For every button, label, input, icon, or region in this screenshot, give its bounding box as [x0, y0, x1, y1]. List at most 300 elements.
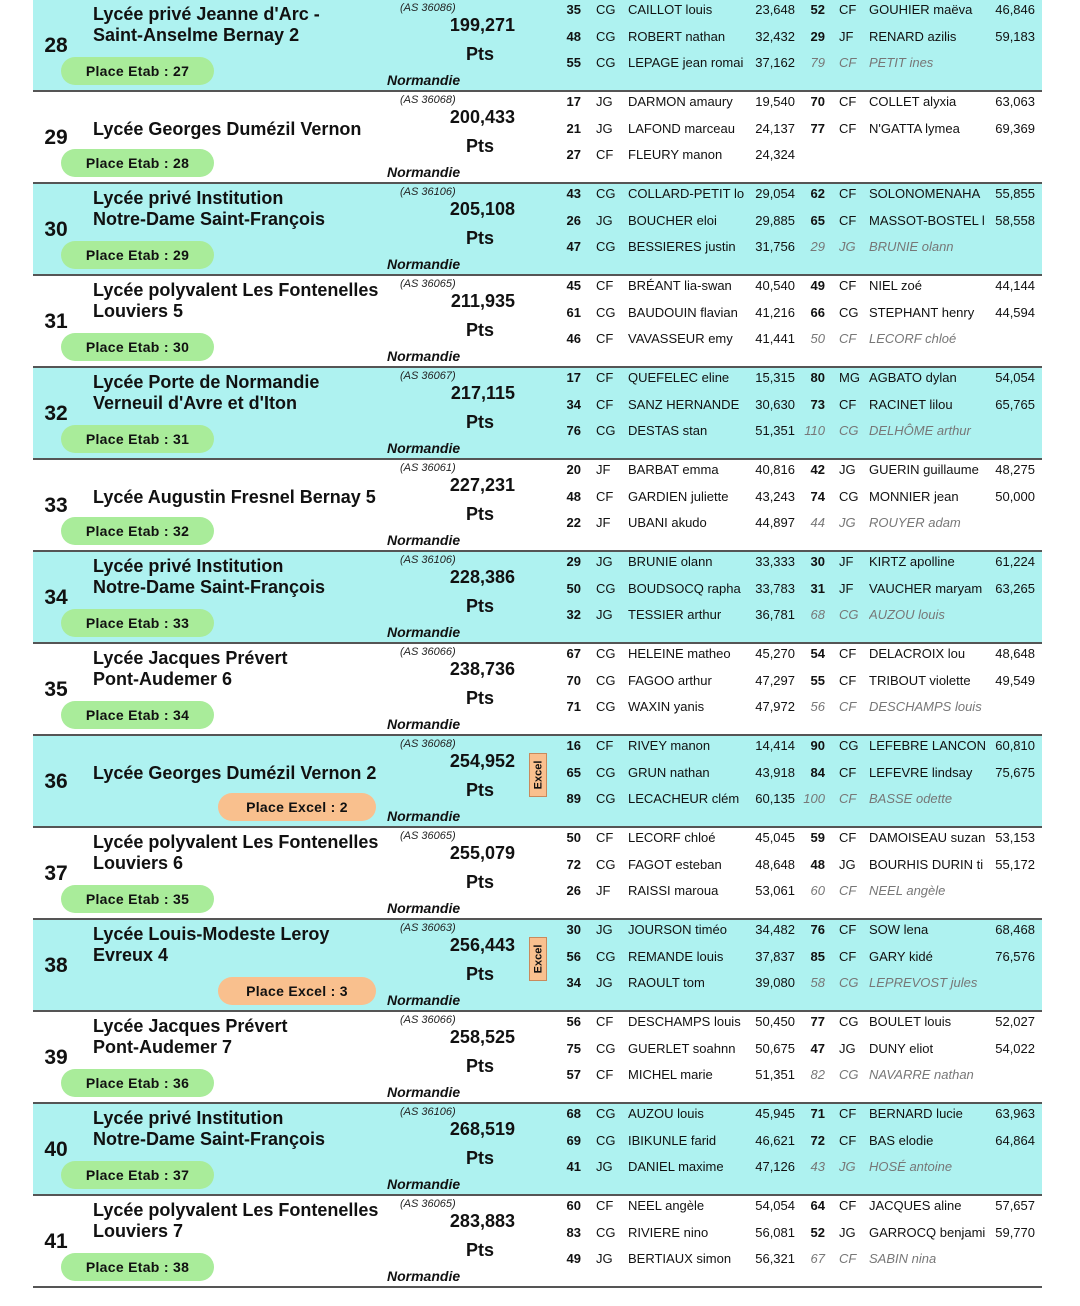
athlete-entry — [33, 369, 1042, 387]
athlete-place: 68 — [810, 607, 825, 622]
athlete-category: JG — [596, 975, 613, 990]
athlete-name: SOLONOMENAHA — [869, 186, 981, 201]
substitute-entry — [33, 974, 1042, 992]
athlete-place: 30 — [810, 554, 825, 569]
total-score: 254,952 — [449, 751, 515, 771]
region-label: Normandie — [387, 164, 461, 180]
athlete-time: 39,080 — [755, 975, 795, 990]
athlete-entry — [33, 553, 1042, 571]
athlete-category: CF — [839, 883, 857, 898]
athlete-place: 48 — [566, 489, 581, 504]
school-row — [33, 276, 1042, 368]
athlete-time: 56,081 — [755, 1225, 795, 1240]
athlete-name: BOUCHER eloi — [628, 213, 717, 228]
rank-number: 28 — [44, 34, 68, 57]
athlete-place: 50 — [566, 830, 581, 845]
athlete-name: LECACHEUR clém — [628, 791, 740, 806]
athlete-time: 60,810 — [995, 738, 1035, 753]
athlete-category: CG — [596, 423, 616, 438]
athlete-category: CF — [839, 1106, 857, 1121]
athlete-category: CG — [596, 55, 616, 70]
athlete-name: RAOULT tom — [628, 975, 705, 990]
athlete-entry — [33, 1013, 1042, 1031]
pts-label: Pts — [466, 504, 495, 524]
place-etab-badge: Place Etab : 34 — [61, 701, 214, 729]
athlete-place: 42 — [810, 462, 825, 477]
athlete-place: 75 — [566, 1041, 581, 1056]
athlete-name: BAUDOUIN flavian — [628, 305, 738, 320]
pts-label: Pts — [466, 136, 495, 156]
school-name-line: Pont-Audemer 6 — [93, 669, 233, 689]
athlete-name: GOUHIER maëva — [869, 2, 973, 17]
athlete-category: CG — [596, 699, 616, 714]
athlete-name: WAXIN yanis — [628, 699, 705, 714]
athlete-category: CF — [839, 2, 857, 17]
athlete-category: CG — [596, 1225, 616, 1240]
athlete-name: DAMOISEAU suzan — [869, 830, 986, 845]
as-code: (AS 36065) — [400, 278, 456, 290]
athlete-time: 49,549 — [995, 673, 1035, 688]
athlete-entry — [33, 396, 1042, 414]
athlete-category: CF — [596, 489, 614, 504]
athlete-place: 43 — [810, 1159, 825, 1174]
pts-label: Pts — [466, 596, 495, 616]
athlete-name: LEPREVOST jules — [869, 975, 978, 990]
athlete-time: 63,963 — [995, 1106, 1035, 1121]
athlete-category: CG — [839, 305, 859, 320]
athlete-place: 55 — [566, 55, 581, 70]
athlete-category: CG — [596, 791, 616, 806]
school-row — [33, 920, 1042, 1012]
athlete-category: CG — [839, 1014, 859, 1029]
athlete-time: 46,846 — [995, 2, 1035, 17]
athlete-category: CF — [596, 370, 614, 385]
school-row — [33, 1104, 1042, 1196]
as-code: (AS 36063) — [400, 922, 456, 934]
athlete-time: 33,783 — [755, 581, 795, 596]
athlete-place: 74 — [810, 489, 825, 504]
athlete-category: CG — [839, 975, 859, 990]
athlete-time: 60,135 — [755, 791, 795, 806]
athlete-name: SOW lena — [869, 922, 929, 937]
athlete-category: CG — [596, 673, 616, 688]
athlete-place: 52 — [810, 2, 825, 17]
athlete-name: REMANDE louis — [628, 949, 724, 964]
rank-number: 31 — [44, 310, 68, 333]
pts-label: Pts — [466, 44, 495, 64]
athlete-category: CF — [839, 121, 857, 136]
athlete-name: GUERIN guillaume — [869, 462, 979, 477]
athlete-category: JG — [596, 94, 613, 109]
pts-label: Pts — [466, 228, 495, 248]
athlete-time: 59,183 — [995, 29, 1035, 44]
athlete-place: 72 — [566, 857, 581, 872]
athlete-name: BOUDSOCQ rapha — [628, 581, 741, 596]
region-label: Normandie — [387, 1268, 461, 1284]
athlete-time: 50,675 — [755, 1041, 795, 1056]
total-score: 258,525 — [449, 1027, 515, 1047]
athlete-time: 44,594 — [995, 305, 1035, 320]
athlete-name: GARY kidé — [869, 949, 933, 964]
athlete-place: 22 — [566, 515, 581, 530]
athlete-name: GRUN nathan — [628, 765, 710, 780]
school-name-line: Saint-Anselme Bernay 2 — [93, 25, 300, 45]
rank-number: 38 — [44, 954, 68, 977]
athlete-place: 76 — [810, 922, 825, 937]
school-row — [33, 368, 1042, 460]
athlete-category: CF — [596, 278, 614, 293]
school-row — [33, 552, 1042, 644]
region-label: Normandie — [387, 532, 461, 548]
athlete-category: CF — [839, 949, 857, 964]
athlete-time: 64,864 — [995, 1133, 1035, 1148]
athlete-entry — [33, 1132, 1042, 1150]
athlete-category: JG — [596, 607, 613, 622]
athlete-name: DARMON amaury — [628, 94, 733, 109]
athlete-time: 43,918 — [755, 765, 795, 780]
athlete-time: 57,657 — [995, 1198, 1035, 1213]
athlete-time: 47,126 — [755, 1159, 795, 1174]
as-code: (AS 36066) — [400, 1014, 456, 1026]
athlete-time: 75,675 — [995, 765, 1035, 780]
athlete-entry — [33, 1224, 1042, 1242]
athlete-name: RACINET lilou — [869, 397, 953, 412]
athlete-name: VAVASSEUR emy — [628, 331, 733, 346]
athlete-place: 27 — [566, 147, 581, 162]
athlete-name: PETIT ines — [869, 55, 934, 70]
athlete-entry — [33, 1, 1042, 19]
school-name-line: Lycée privé Institution — [93, 1108, 284, 1128]
athlete-place: 61 — [566, 305, 581, 320]
athlete-category: CF — [596, 397, 614, 412]
athlete-category: JF — [839, 29, 854, 44]
athlete-time: 36,781 — [755, 607, 795, 622]
athlete-name: JACQUES aline — [869, 1198, 962, 1213]
athlete-place: 46 — [566, 331, 581, 346]
athlete-time: 53,153 — [995, 830, 1035, 845]
athlete-place: 70 — [566, 673, 581, 688]
athlete-category: JG — [839, 1159, 856, 1174]
athlete-category: CG — [839, 1067, 859, 1082]
region-label: Normandie — [387, 992, 461, 1008]
athlete-name: LAFOND marceau — [628, 121, 735, 136]
athlete-place: 77 — [810, 1014, 825, 1029]
school-row — [33, 460, 1042, 552]
athlete-time: 61,224 — [995, 554, 1035, 569]
rank-number: 37 — [44, 862, 68, 885]
athlete-category: CF — [596, 830, 614, 845]
athlete-category: CF — [839, 830, 857, 845]
athlete-name: FAGOT esteban — [628, 857, 722, 872]
rank-number: 41 — [44, 1230, 68, 1253]
athlete-entry — [33, 1197, 1042, 1215]
athlete-category: CG — [839, 738, 859, 753]
athlete-entry — [33, 461, 1042, 479]
athlete-entry — [33, 1105, 1042, 1123]
athlete-category: JG — [596, 554, 613, 569]
athlete-place: 82 — [810, 1067, 825, 1082]
rank-number: 30 — [44, 218, 68, 241]
rank-number: 33 — [44, 494, 68, 517]
athlete-name: RAISSI maroua — [628, 883, 719, 898]
as-code: (AS 36066) — [400, 646, 456, 658]
athlete-name: CAILLOT louis — [628, 2, 713, 17]
athlete-place: 45 — [566, 278, 581, 293]
athlete-time: 37,837 — [755, 949, 795, 964]
school-row — [33, 828, 1042, 920]
total-score: 217,115 — [450, 383, 515, 403]
athlete-name: BASSE odette — [869, 791, 953, 806]
school-name-line: Louviers 7 — [93, 1221, 184, 1241]
rank-number: 32 — [44, 402, 68, 425]
athlete-name: UBANI akudo — [628, 515, 707, 530]
athlete-place: 41 — [566, 1159, 581, 1174]
athlete-place: 29 — [566, 554, 581, 569]
pts-label: Pts — [466, 688, 495, 708]
school-name-line: Lycée polyvalent Les Fontenelles — [93, 1200, 379, 1220]
athlete-place: 72 — [810, 1133, 825, 1148]
athlete-name: BOULET louis — [869, 1014, 952, 1029]
athlete-category: CG — [839, 607, 859, 622]
athlete-place: 56 — [566, 949, 581, 964]
athlete-category: CG — [596, 2, 616, 17]
athlete-time: 41,441 — [755, 331, 795, 346]
athlete-category: JF — [839, 581, 854, 596]
school-name-line: Lycée polyvalent Les Fontenelles — [93, 280, 379, 300]
athlete-name: N'GATTA lymea — [869, 121, 960, 136]
athlete-time: 30,630 — [755, 397, 795, 412]
athlete-name: BERNARD lucie — [869, 1106, 963, 1121]
athlete-name: LECORF chloé — [628, 830, 716, 845]
athlete-name: NEEL angèle — [869, 883, 946, 898]
athlete-category: CF — [839, 1251, 857, 1266]
athlete-category: CF — [596, 738, 614, 753]
region-label: Normandie — [387, 900, 461, 916]
substitute-entry — [33, 606, 1042, 624]
athlete-time: 14,414 — [755, 738, 795, 753]
rank-number: 36 — [44, 770, 68, 793]
as-code: (AS 36065) — [400, 830, 456, 842]
athlete-time: 65,765 — [995, 397, 1035, 412]
athlete-category: CF — [839, 331, 857, 346]
athlete-name: MONNIER jean — [869, 489, 959, 504]
athlete-time: 48,648 — [755, 857, 795, 872]
athlete-place: 77 — [810, 121, 825, 136]
school-name-line: Lycée Porte de Normandie — [93, 372, 320, 392]
athlete-place: 73 — [810, 397, 825, 412]
athlete-time: 44,144 — [995, 278, 1035, 293]
athlete-place: 71 — [566, 699, 581, 714]
athlete-category: MG — [839, 370, 860, 385]
athlete-name: BERTIAUX simon — [628, 1251, 732, 1266]
athlete-place: 71 — [810, 1106, 825, 1121]
school-row — [33, 1012, 1042, 1104]
place-etab-badge: Place Etab : 28 — [61, 149, 214, 177]
athlete-category: CF — [839, 278, 857, 293]
total-score: 200,433 — [449, 107, 515, 127]
excel-tag-label: Excel — [532, 760, 544, 790]
athlete-place: 66 — [810, 305, 825, 320]
athlete-place: 34 — [566, 397, 581, 412]
athlete-place: 90 — [810, 738, 825, 753]
athlete-category: JF — [596, 883, 611, 898]
athlete-category: CF — [839, 922, 857, 937]
athlete-place: 34 — [566, 975, 581, 990]
athlete-name: FLEURY manon — [628, 147, 723, 162]
athlete-category: CG — [596, 1106, 616, 1121]
region-label: Normandie — [387, 72, 461, 88]
athlete-entry — [33, 672, 1042, 690]
athlete-place: 48 — [566, 29, 581, 44]
athlete-time: 63,265 — [995, 581, 1035, 596]
athlete-category: CG — [596, 949, 616, 964]
total-score: 268,519 — [449, 1119, 515, 1139]
school-name-line: Verneuil d'Avre et d'Iton — [93, 393, 297, 413]
total-score: 283,883 — [449, 1211, 515, 1231]
athlete-category: CF — [839, 1198, 857, 1213]
athlete-place: 58 — [810, 975, 825, 990]
athlete-time: 29,054 — [755, 186, 795, 201]
athlete-place: 59 — [810, 830, 825, 845]
athlete-time: 46,621 — [755, 1133, 795, 1148]
athlete-entry — [33, 212, 1042, 230]
athlete-place: 83 — [566, 1225, 581, 1240]
athlete-name: IBIKUNLE farid — [628, 1133, 717, 1148]
athlete-place: 79 — [810, 55, 825, 70]
athlete-category: CG — [839, 489, 859, 504]
athlete-place: 67 — [810, 1251, 825, 1266]
athlete-time: 29,885 — [755, 213, 795, 228]
athlete-name: DUNY eliot — [869, 1041, 934, 1056]
school-row — [33, 184, 1042, 276]
athlete-place: 57 — [566, 1067, 581, 1082]
substitute-entry — [33, 882, 1042, 900]
school-name-line: Lycée polyvalent Les Fontenelles — [93, 832, 379, 852]
region-label: Normandie — [387, 440, 461, 456]
athlete-category: JF — [839, 554, 854, 569]
substitute-entry — [33, 1158, 1042, 1176]
athlete-place: 20 — [566, 462, 581, 477]
rank-number: 39 — [44, 1046, 68, 1069]
athlete-time: 44,897 — [755, 515, 795, 530]
athlete-name: GUERLET soahnn — [628, 1041, 736, 1056]
rank-number: 40 — [44, 1138, 68, 1161]
place-etab-badge: Place Etab : 38 — [61, 1253, 214, 1281]
athlete-place: 67 — [566, 646, 581, 661]
athlete-name: DESCHAMPS louis — [628, 1014, 741, 1029]
athlete-entry — [33, 304, 1042, 322]
athlete-place: 29 — [810, 239, 825, 254]
athlete-time: 33,333 — [755, 554, 795, 569]
athlete-time: 55,172 — [995, 857, 1035, 872]
school-name-line: Lycée privé Institution — [93, 556, 284, 576]
school-row — [33, 92, 1042, 184]
athlete-name: HOSÉ antoine — [869, 1159, 953, 1174]
athlete-place: 48 — [810, 857, 825, 872]
athlete-name: LEFEVRE lindsay — [869, 765, 973, 780]
athlete-category: JG — [839, 515, 856, 530]
athlete-category: CF — [839, 94, 857, 109]
as-code: (AS 36067) — [400, 370, 456, 382]
place-etab-badge: Place Etab : 31 — [61, 425, 214, 453]
athlete-time: 56,321 — [755, 1251, 795, 1266]
athlete-place: 56 — [810, 699, 825, 714]
as-code: (AS 36061) — [400, 462, 456, 474]
school-name-line: Notre-Dame Saint-François — [93, 209, 326, 229]
substitute-entry — [33, 698, 1042, 716]
athlete-place: 80 — [810, 370, 825, 385]
athlete-category: CG — [596, 1133, 616, 1148]
athlete-category: CG — [596, 765, 616, 780]
athlete-place: 50 — [810, 331, 825, 346]
school-name-line: Lycée privé Institution — [93, 188, 284, 208]
athlete-place: 70 — [810, 94, 825, 109]
athlete-category: JG — [839, 239, 856, 254]
athlete-name: TESSIER arthur — [628, 607, 722, 622]
athlete-name: NEEL angèle — [628, 1198, 705, 1213]
substitute-entry — [33, 514, 1042, 532]
athlete-category: CF — [596, 1198, 614, 1213]
athlete-name: DANIEL maxime — [628, 1159, 724, 1174]
athlete-category: CF — [839, 791, 857, 806]
athlete-category: JG — [596, 121, 613, 136]
place-etab-badge: Place Etab : 37 — [61, 1161, 214, 1189]
athlete-name: GARROCQ benjami — [869, 1225, 986, 1240]
athlete-category: CG — [596, 646, 616, 661]
substitute-entry — [33, 54, 1042, 72]
place-etab-badge: Place Etab : 35 — [61, 885, 214, 913]
athlete-category: JG — [596, 1251, 613, 1266]
athlete-category: CF — [839, 765, 857, 780]
athlete-category: JG — [839, 1041, 856, 1056]
athlete-name: AGBATO dylan — [869, 370, 957, 385]
athlete-name: COLLET alyxia — [869, 94, 957, 109]
athlete-place: 62 — [810, 186, 825, 201]
athlete-place: 68 — [566, 1106, 581, 1121]
athlete-entry — [33, 921, 1042, 939]
region-label: Normandie — [387, 1176, 461, 1192]
athlete-place: 31 — [810, 581, 825, 596]
athlete-place: 64 — [810, 1198, 825, 1213]
as-code: (AS 36068) — [400, 738, 456, 750]
athlete-name: STEPHANT henry — [869, 305, 975, 320]
region-label: Normandie — [387, 348, 461, 364]
rank-number: 34 — [44, 586, 68, 609]
athlete-category: CF — [596, 147, 614, 162]
place-etab-badge: Place Etab : 27 — [61, 57, 214, 85]
athlete-entry — [33, 829, 1042, 847]
athlete-place: 49 — [566, 1251, 581, 1266]
rank-number: 35 — [44, 678, 68, 701]
athlete-place: 65 — [566, 765, 581, 780]
athlete-entry — [33, 120, 1042, 138]
pts-label: Pts — [466, 780, 495, 800]
athlete-category: CF — [596, 331, 614, 346]
school-name-line: Notre-Dame Saint-François — [93, 1129, 326, 1149]
school-name-line: Lycée Georges Dumézil Vernon — [93, 119, 362, 139]
athlete-time: 19,540 — [755, 94, 795, 109]
substitute-entry — [33, 790, 1042, 808]
athlete-time: 45,945 — [755, 1106, 795, 1121]
athlete-place: 110 — [804, 423, 825, 438]
athlete-time: 50,000 — [995, 489, 1035, 504]
athlete-category: JG — [596, 1159, 613, 1174]
school-row — [33, 1196, 1042, 1288]
athlete-place: 84 — [810, 765, 825, 780]
athlete-category: JG — [839, 462, 856, 477]
pts-label: Pts — [466, 1148, 495, 1168]
athlete-entry — [33, 146, 1042, 164]
